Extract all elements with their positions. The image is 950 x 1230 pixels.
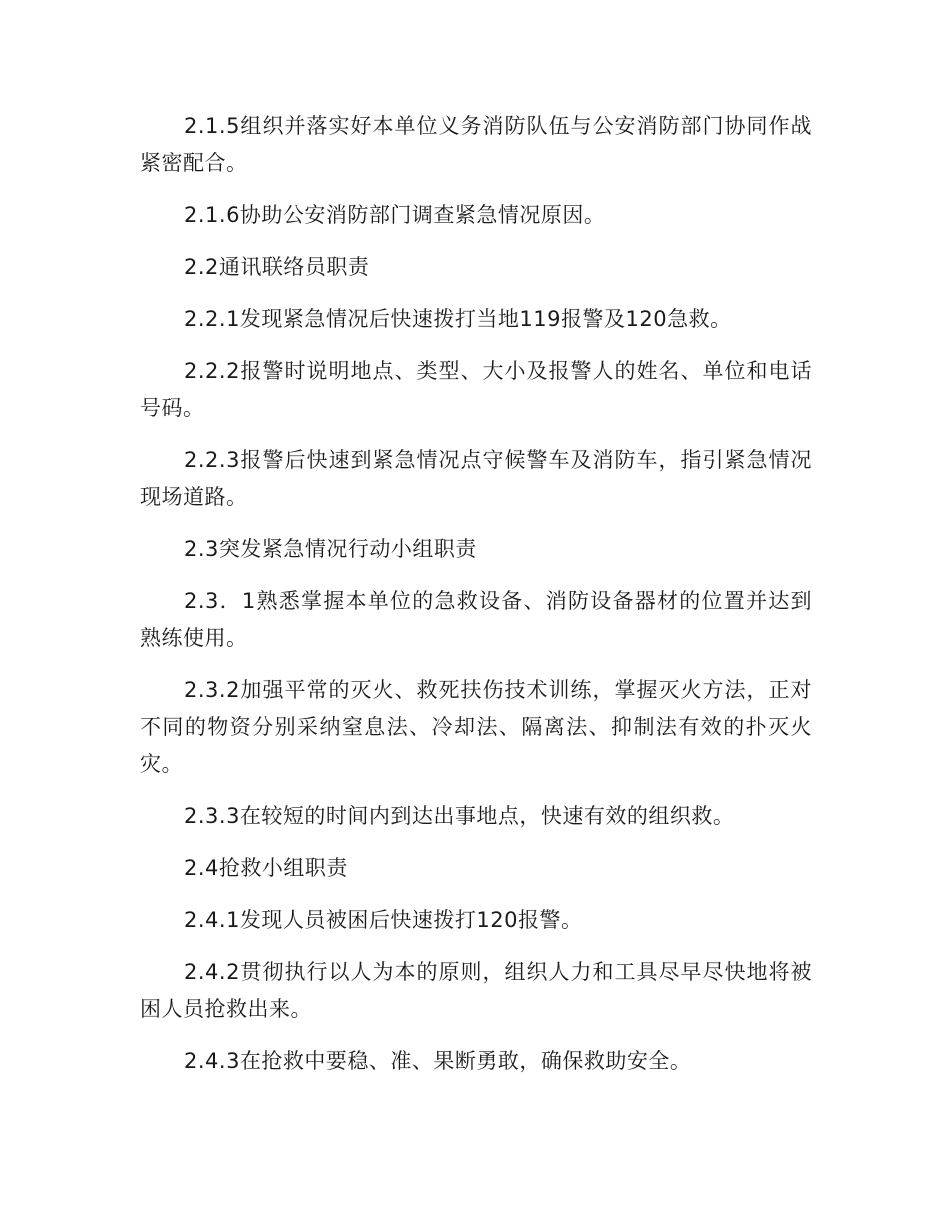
paragraph-2-2-2: 2.2.2报警时说明地点、类型、大小及报警人的姓名、单位和电话号码。 bbox=[140, 359, 812, 420]
paragraph-2-4-2: 2.4.2贯彻执行以人为本的原则，组织人力和工具尽早尽快地将被困人员抢救出来。 bbox=[140, 960, 812, 1021]
paragraph-2-2-3: 2.2.3报警后快速到紧急情况点守候警车及消防车，指引紧急情况现场道路。 bbox=[140, 448, 812, 509]
paragraph-2-1-6: 2.1.6协助公安消防部门调查紧急情况原因。 bbox=[184, 203, 606, 227]
paragraph-2-1-5: 2.1.5组织并落实好本单位义务消防队伍与公安消防部门协同作战紧密配合。 bbox=[140, 114, 812, 175]
paragraph-2-4-3: 2.4.3在抢救中要稳、准、果断勇敢，确保救助安全。 bbox=[184, 1049, 692, 1073]
section-heading-2-3: 2.3突发紧急情况行动小组职责 bbox=[184, 537, 477, 561]
section-heading-2-4: 2.4抢救小组职责 bbox=[184, 856, 348, 880]
paragraph-2-3-3: 2.3.3在较短的时间内到达出事地点，快速有效的组织救。 bbox=[184, 804, 735, 828]
document-body bbox=[140, 108, 812, 1095]
paragraph-2-3-1: 2.3．1熟悉掌握本单位的急救设备、消防设备器材的位置并达到熟练使用。 bbox=[140, 589, 812, 650]
paragraph-2-3-2: 2.3.2加强平常的灭火、救死扶伤技术训练，掌握灭火方法，正对不同的物资分别采纳窒息法、冷却法、隔离法、抑制法有效的扑灭火灾。 bbox=[140, 678, 812, 776]
paragraph-2-2-1: 2.2.1发现紧急情况后快速拨打当地119报警及120急救。 bbox=[184, 307, 732, 331]
section-heading-2-2: 2.2通讯联络员职责 bbox=[184, 255, 370, 279]
paragraph-2-4-1: 2.4.1发现人员被困后快速拨打120报警。 bbox=[184, 908, 583, 932]
